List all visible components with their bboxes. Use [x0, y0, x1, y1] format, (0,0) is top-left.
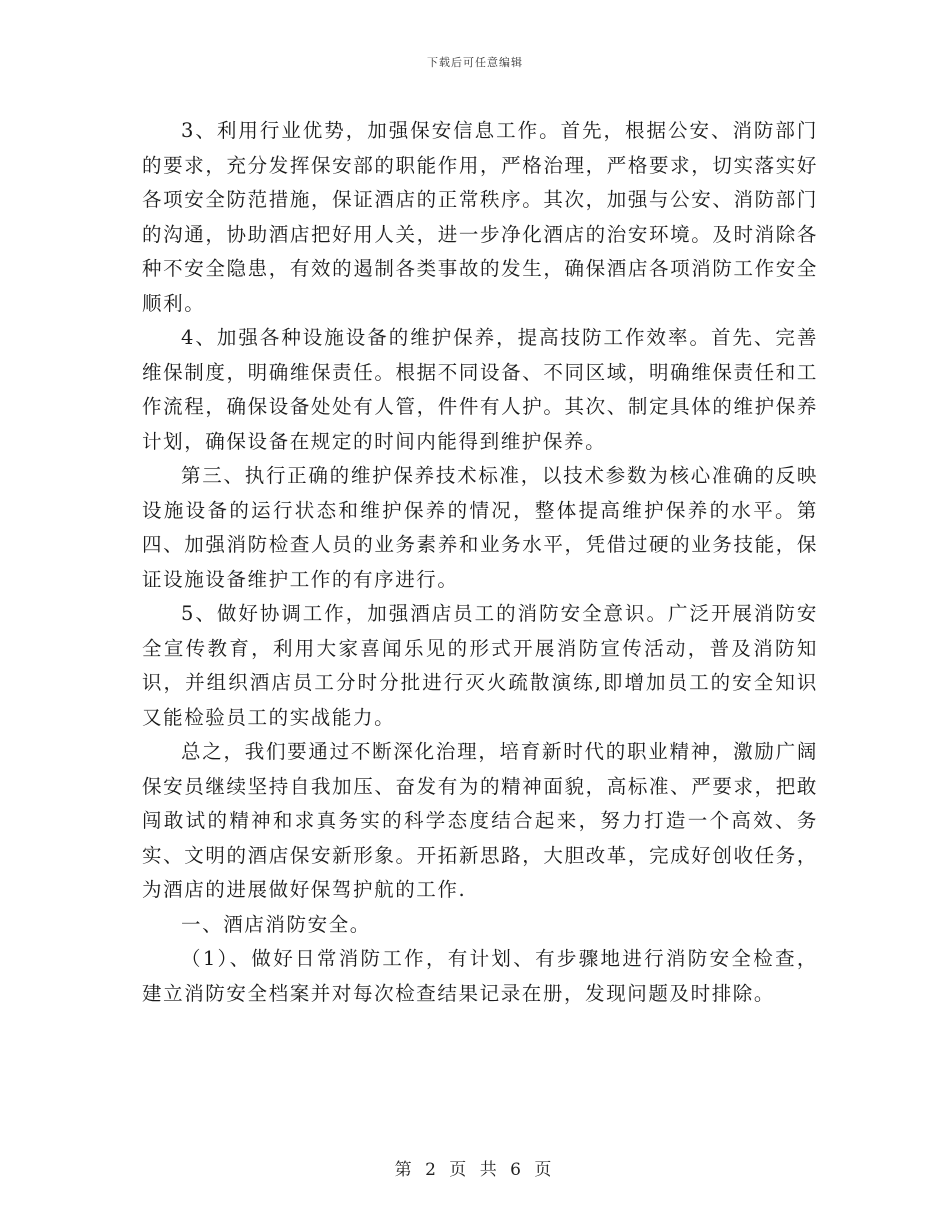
paragraph-1: 3、利用行业优势，加强保安信息工作。首先，根据公安、消防部门的要求，充分发挥保安部的职能作用，严格治理，严格要求，切实落实好各项安全防范措施，保证酒店的正常秩序。其次，加强与公安、消防部门的沟通，协助酒店把好用人关，进一步净化酒店的治安环境。及时消除各种不安全隐患，有效的遏制各类事故的发生，确保酒店各项消防工作安全顺利。 [142, 119, 818, 315]
paragraph-2: 4、加强各种设施设备的维护保养，提高技防工作效率。首先、完善维保制度，明确维保责任。根据不同设备、不同区域，明确维保责任和工作流程，确保设备处处有人管，件件有人护。其次、制定具体的维护保养计划，确保设备在规定的时间内能得到维护保养。 [142, 326, 818, 453]
paragraph-3: 第三、执行正确的维护保养技术标准，以技术参数为核心准确的反映设施设备的运行状态和维护保养的情况，整体提高维护保养的水平。第四、加强消防检查人员的业务素养和业务水平，凭借过硬的业务技能，保证设施设备维护工作的有序进行。 [142, 464, 818, 591]
header-note: 下载后可任意编辑 [427, 56, 523, 69]
page-number: 第 2 页 共 6 页 [394, 1160, 556, 1180]
document-body [142, 114, 818, 1011]
section-heading: 一、酒店消防安全。 [181, 912, 371, 936]
paragraph-5: 总之，我们要通过不断深化治理，培育新时代的职业精神，激励广阔保安员继续坚持自我加压、奋发有为的精神面貌，高标准、严要求，把敢闯敢试的精神和求真务实的科学态度结合起来，努力打造一个高效、务实、文明的酒店保安新形象。开拓新思路，大胆改革，完成好创收任务，为酒店的进展做好保驾护航的工作. [142, 740, 818, 901]
paragraph-6: （1）、做好日常消防工作，有计划、有步骤地进行消防安全检查，建立消防安全档案并对每次检查结果记录在册，发现问题及时排除。 [142, 947, 818, 1005]
paragraph-4: 5、做好协调工作，加强酒店员工的消防安全意识。广泛开展消防安全宣传教育，利用大家喜闻乐见的形式开展消防宣传活动，普及消防知识，并组织酒店员工分时分批进行灭火疏散演练,即增加员工的安全知识又能检验员工的实战能力。 [142, 602, 818, 729]
